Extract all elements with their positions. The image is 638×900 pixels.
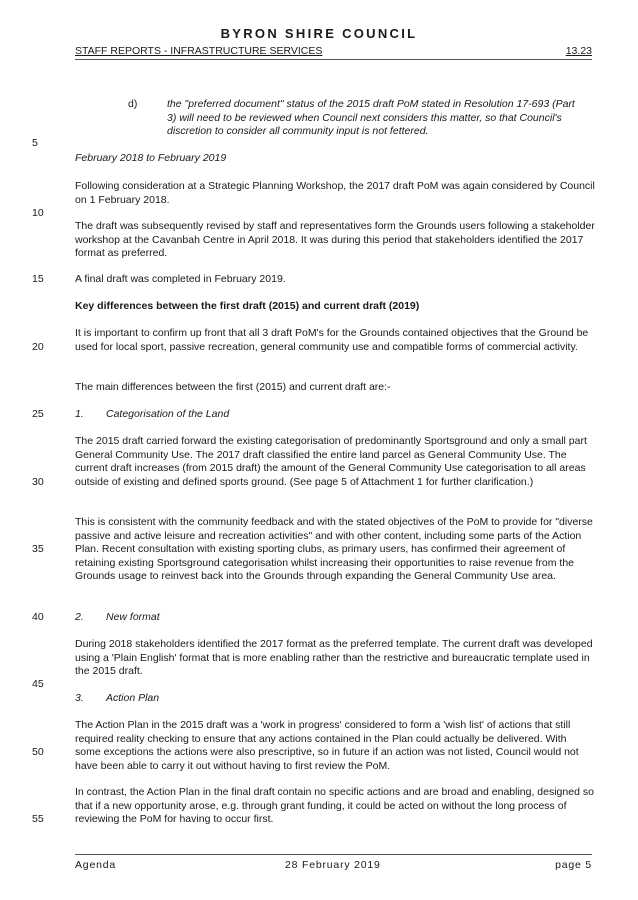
paragraph: Following consideration at a Strategic Planning Workshop, the 2017 draft PoM was again considered by Council on 1 February 2018.	[75, 180, 595, 206]
line-number: 5	[32, 137, 38, 149]
period-heading: February 2018 to February 2019	[75, 152, 227, 164]
header-rule	[75, 59, 592, 60]
item-number: 1.	[75, 408, 84, 420]
paragraph: A final draft was completed in February 2019.	[75, 273, 286, 285]
item-title: New format	[106, 611, 160, 623]
paragraph: It is important to confirm up front that all 3 draft PoM's for the Grounds contained objectives that the Ground be used for local sport, passive recreation, general community use and compatible forms of commercial activity.	[75, 327, 589, 353]
paragraph: During 2018 stakeholders identified the 2017 format as the preferred template. The current draft was developed using a 'Plain English' format that is more enabling rather than the restrictive and bureaucratic template used in the 2015 draft.	[75, 638, 593, 677]
paragraph: The 2015 draft carried forward the existing categorisation of predominantly Sportsground and only a small part General Community Use. The 2017 draft classified the entire land parcel as General Community Use. The current draft increases (from 2015 draft) the amount of the General Community Use categorisation to all areas outside of existing and defined sports ground. (See page 5 of Attachment 1 for further clarification.)	[75, 435, 587, 488]
footer-rule	[75, 854, 592, 855]
item-d-text: the "preferred document" status of the 2015 draft PoM stated in Resolution 17-693 (Part 3) will need to be reviewed when Council next considers this matter, so that Council's discretion to consider all community input is not fettered.	[167, 98, 575, 137]
line-number: 30	[32, 476, 44, 488]
item-d-label: d)	[128, 98, 138, 110]
paragraph: The main differences between the first (2015) and current draft are:-	[75, 381, 391, 393]
footer-page-number: page 5	[555, 859, 592, 871]
report-number: 13.23	[565, 45, 592, 57]
line-number: 20	[32, 341, 44, 353]
paragraph: The draft was subsequently revised by staff and representatives form the Grounds users following a stakeholder workshop at the Cavanbah Centre in April 2018. It was during this period that stakeholders identified the 2017 format as preferred.	[75, 220, 595, 259]
line-number: 55	[32, 813, 44, 825]
line-number: 45	[32, 678, 44, 690]
item-title: Categorisation of the Land	[106, 408, 230, 420]
paragraph: This is consistent with the community feedback and with the stated objectives of the PoM to provide for "diverse passive and active leisure and recreation activities" and with other content, including some parts of the Action Plan. Recent consultation with existing sporting clubs, as primary users, has confirmed their agreement of retaining existing Sportsground categorisation whilst increasing their opportunities to raise revenue from the Grounds usage to reinvest back into the Grounds through expanding the General Community Use area.	[75, 516, 593, 582]
council-title: BYRON SHIRE COUNCIL	[220, 26, 418, 41]
footer-agenda: Agenda	[75, 859, 117, 871]
item-title: Action Plan	[106, 692, 160, 704]
key-differences-heading: Key differences between the first draft (2015) and current draft (2019)	[75, 300, 420, 312]
paragraph: The Action Plan in the 2015 draft was a 'work in progress' considered to form a 'wish list' of actions that still required reality checking to ensure that any actions contained in the Plan could actually be delivered. With some exceptions the actions were also prescriptive, so in future if an action was not listed, Council would not have been able to carry it out without having to first review the PoM.	[75, 719, 579, 772]
footer-date: 28 February 2019	[285, 859, 381, 871]
line-number: 50	[32, 746, 44, 758]
line-number: 35	[32, 543, 44, 555]
section-title: STAFF REPORTS - INFRASTRUCTURE SERVICES	[75, 45, 323, 57]
line-number: 15	[32, 273, 44, 285]
item-number: 2.	[75, 611, 84, 623]
line-number: 40	[32, 611, 44, 623]
line-number: 10	[32, 207, 44, 219]
line-number: 25	[32, 408, 44, 420]
paragraph: In contrast, the Action Plan in the final draft contain no specific actions and are broad and enabling, designed so that if a new opportunity arose, e.g. through grant funding, it could be acted on without the long process of reviewing the PoM for having to occur first.	[75, 786, 594, 825]
item-number: 3.	[75, 692, 84, 704]
